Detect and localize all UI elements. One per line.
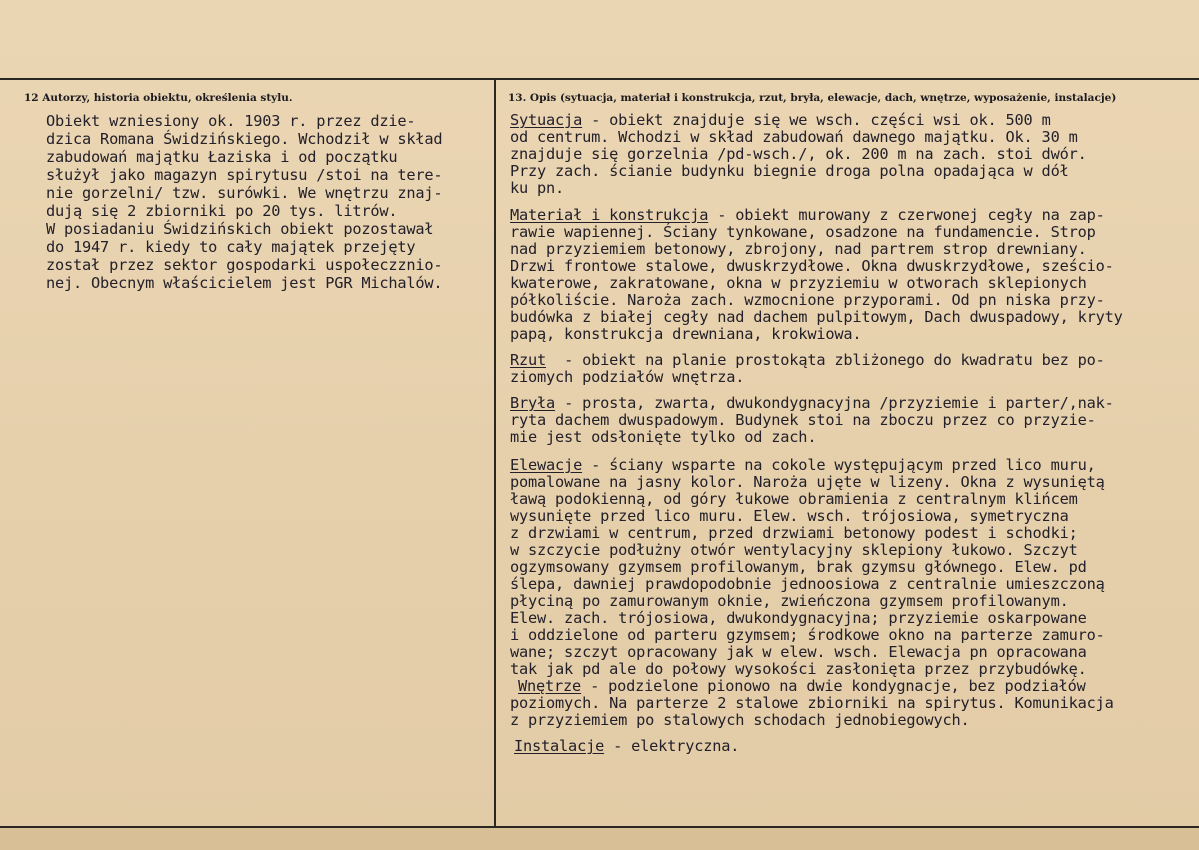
heading-elevations: Elewacje [510, 456, 583, 474]
paragraph-plan-line: Rzut - obiekt na planie prostokąta zbliżonego do kwadratu bez po- [510, 351, 1105, 369]
history-line: zabudowań majątku Łaziska i od początku [46, 148, 398, 166]
paragraph-situation-line: Sytuacja - obiekt znajduje się we wsch. części wsi ok. 500 m [510, 111, 1051, 129]
section-13-header: 13. Opis (sytuacja, materiał i konstrukcja, rzut, bryła, elewacje, dach, wnętrze, wyposażenie, instalacje) [508, 92, 1117, 104]
paragraph-elevations-line: ślepa, dawniej prawdopodobnie jednoosiowa z centralnie umieszczoną [510, 575, 1105, 593]
paragraph-elevations-line: w szczycie podłużny otwór wentylacyjny sklepiony łukowo. Szczyt [510, 541, 1078, 559]
paragraph-elevations-line: ogzymsowany gzymsem profilowanym, brak gzymsu głównego. Elew. pd [510, 558, 1087, 576]
history-line: W posiadaniu Świdzińskich obiekt pozostawał [46, 220, 434, 238]
paragraph-elevations-line: Elewacje - ściany wsparte na cokole występującym przed lico muru, [510, 456, 1096, 474]
paragraph-material-line: kwaterowe, zakratowane, okna w przyziemiu w otworach sklepionych [510, 274, 1087, 292]
history-line: nie gorzelni/ tzw. surówki. We wnętrzu znaj- [46, 184, 443, 202]
heading-plan: Rzut [510, 351, 547, 369]
paragraph-situation-line: znajduje się gorzelnia /pd-wsch./, ok. 200 m na zach. stoi dwór. [510, 145, 1087, 163]
paragraph-elevations-line: wysunięte przed lico muru. Elew. wsch. trójosiowa, symetryczna [510, 507, 1069, 525]
heading-interior: Wnętrze [518, 677, 582, 695]
paragraph-material-line: Materiał i konstrukcja - obiekt murowany z czerwonej cegły na zap- [510, 206, 1105, 224]
history-line: nej. Obecnym właścicielem jest PGR Michalów. [46, 274, 443, 292]
history-line: do 1947 r. kiedy to cały majątek przejęty [46, 238, 416, 256]
paragraph-elevations-line: wane; szczyt opracowany jak w elew. wsch. Elewacja pn opracowana [510, 643, 1087, 661]
page-bottom-margin [0, 826, 1199, 850]
paragraph-situation-line: ku pn. [510, 179, 565, 197]
heading-material: Materiał i konstrukcja [510, 206, 709, 224]
paragraph-material-line: rawie wapiennej. Ściany tynkowane, osadzone na fundamencie. Strop [510, 223, 1096, 241]
paragraph-form-line: ryta dachem dwuspadowym. Budynek stoi na zboczu przez co przyzie- [510, 411, 1096, 429]
history-line: Obiekt wzniesiony ok. 1903 r. przez dzie- [46, 112, 416, 130]
history-line: dzica Romana Świdzińskiego. Wchodził w skład [46, 130, 443, 148]
paragraph-elevations-line: tak jak pd ale do połowy wysokości zasłonięta przez przybudówkę. [510, 660, 1087, 678]
paragraph-interior-line: poziomych. Na parterze 2 stalowe zbiorniki na spirytus. Komunikacja [510, 694, 1114, 712]
paragraph-interior-line: Wnętrze - podzielone pionowo na dwie kondygnacje, bez podziałów [518, 677, 1086, 695]
paragraph-interior-line: z przyziemiem po stalowych schodach jednobiegowych. [510, 711, 970, 729]
paragraph-elevations-line: i oddzielone od parteru gzymsem; środkowe okno na parterze zamuro- [510, 626, 1105, 644]
paragraph-material-line: budówka z białej cegły nad dachem pulpitowym, Dach dwuspadowy, kryty [510, 308, 1123, 326]
history-line: został przez sektor gospodarki uspołeczznio- [46, 256, 443, 274]
paragraph-elevations-line: Elew. zach. trójosiowa, dwukondygnacyjna; przyziemie oskarpowane [510, 609, 1087, 627]
section-12-header: 12 Autorzy, historia obiektu, określenia stylu. [24, 92, 293, 104]
paragraph-form-line: mie jest odsłonięte tylko od zach. [510, 428, 817, 446]
paragraph-elevations-line: z drzwiami w centrum, przed drzwiami betonowy podest i schodki; [510, 524, 1078, 542]
column-divider [494, 79, 496, 827]
top-rule [0, 78, 1199, 80]
history-line: dują się 2 zbiorniki po 20 tys. litrów. [46, 202, 398, 220]
bottom-rule [0, 826, 1199, 828]
paragraph-installations-line: Instalacje - elektryczna. [514, 737, 740, 755]
paragraph-material-line: Drzwi frontowe stalowe, dwuskrzydłowe. Okna dwuskrzydłowe, sześcio- [510, 257, 1114, 275]
paragraph-elevations-line: ławą podokienną, od góry łukowe obramienia z centralnym klińcem [510, 490, 1078, 508]
heading-installations: Instalacje [514, 737, 605, 755]
history-line: służył jako magazyn spirytusu /stoi na tere- [46, 166, 443, 184]
paragraph-material-line: półkoliście. Naroża zach. wzmocnione przyporami. Od pn niska przy- [510, 291, 1105, 309]
heading-form: Bryła [510, 394, 556, 412]
paragraph-form-line: Bryła - prosta, zwarta, dwukondygnacyjna /przyziemie i parter/,nak- [510, 394, 1114, 412]
paragraph-elevations-line: pomalowane na jasny kolor. Naroża ujęte w lizeny. Okna z wysuniętą [510, 473, 1105, 491]
paragraph-situation-line: od centrum. Wchodzi w skład zabudowań dawnego majątku. Ok. 30 m [510, 128, 1078, 146]
paragraph-elevations-line: płyciną po zamurowanym oknie, zwieńczona gzymsem profilowanym. [510, 592, 1069, 610]
paragraph-material-line: papą, konstrukcja drewniana, krokwiowa. [510, 325, 862, 343]
paragraph-material-line: nad przyziemiem betonowy, zbrojony, nad partrem strop drewniany. [510, 240, 1087, 258]
paragraph-situation-line: Przy zach. ścianie budynku biegnie droga polna opadająca w dół [510, 162, 1069, 180]
heading-situation: Sytuacja [510, 111, 583, 129]
paragraph-plan-line: ziomych podziałów wnętrza. [510, 368, 745, 386]
